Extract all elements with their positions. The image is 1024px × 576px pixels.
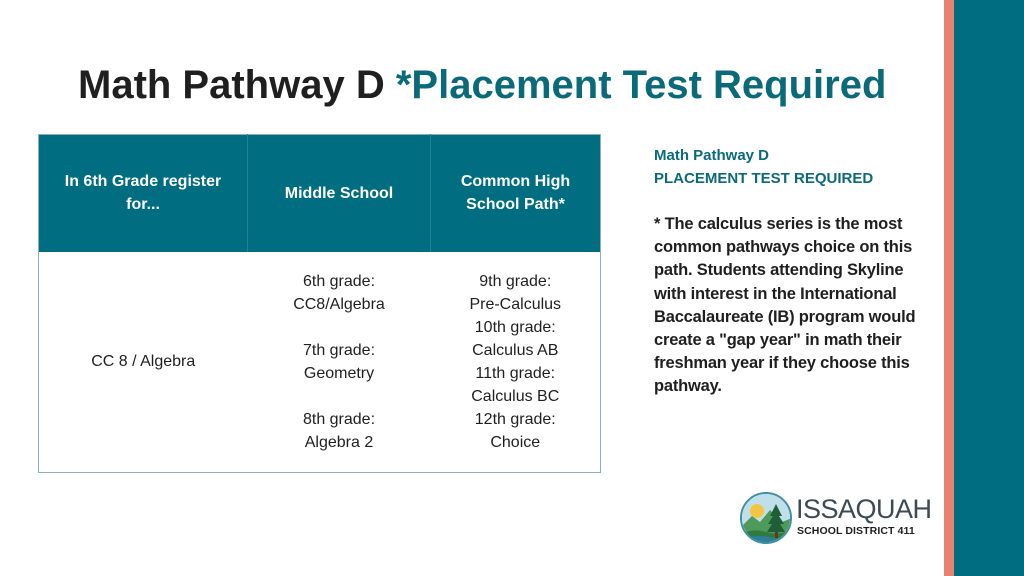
pathway-note [654,144,939,399]
header-high-school: Common High School Path* [431,135,601,252]
table-header-row [39,135,601,252]
accent-stripe [944,0,954,576]
district-logo [740,492,930,546]
header-middle-school: Middle School [248,135,431,252]
note-body: * The calculus series is the most common pathways choice on this path. Students attending Skyline with interest in the International Baccalaureate (IB) program would create a "gap year" in math their freshman year if they choose this pathway. [654,215,916,396]
mountain-tree-icon [740,492,792,544]
cell-register: CC 8 / Algebra [91,353,196,371]
title-accent: *Placement Test Required [395,63,887,107]
pathway-table [38,134,601,473]
title-main: Math Pathway D [78,63,385,107]
logo-subtitle: SCHOOL DISTRICT 411 [797,525,915,537]
logo-name: ISSAQUAH [796,494,932,524]
header-register: In 6th Grade register for... [39,135,248,252]
cell-high-school: 9th grade: Pre-Calculus 10th grade: Calculus AB 11th grade: Calculus BC 12th grade: Choice [469,272,562,451]
note-heading-line1: Math Pathway D [654,147,770,164]
page-title [78,62,886,108]
side-band [954,0,1024,576]
cell-middle-school: 6th grade: CC8/Algebra 7th grade: Geometry 8th grade: Algebra 2 [293,272,385,451]
note-heading-line2: PLACEMENT TEST REQUIRED [654,170,874,187]
table-row [39,252,601,473]
